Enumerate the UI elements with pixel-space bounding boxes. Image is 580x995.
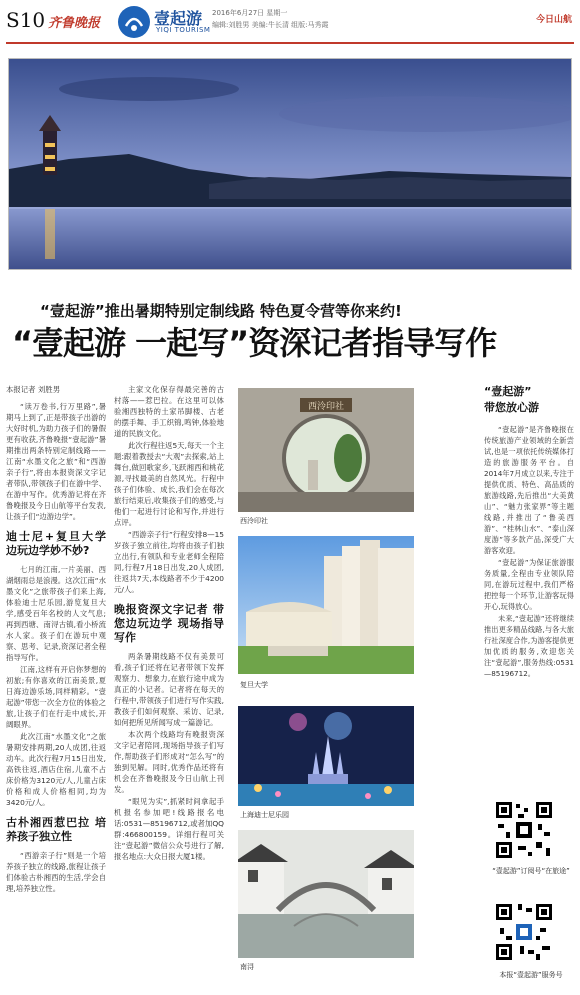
paragraph: 两条暑期线路不仅有美景可看,孩子们还将在记者带领下发挥观察力、想象力,在旅行途中成为真正的小记者。记者将在每天的行程中,带领孩子们进行写作实践,教孩子们如何观察、采访、记录,如何把所见所闻写成一篇游记。 xyxy=(114,652,224,727)
photo-nanxun-town xyxy=(238,830,414,958)
paragraph: “读万卷书,行万里路”,暑期马上到了,正是带孩子出游的大好时机,为助力孩子们的暑假更有收获,齐鲁晚报“壹起游”暑期推出两条特别定制线路——江南“水墨文化之旅”和“西游亲子行”,将由本报资深文字记者带队,带领孩子们在游中学、在游中写作。优秀游记将在齐鲁晚报及今日山航等平台发表,让孩子们“边游边学”。 xyxy=(6,402,106,521)
header-divider xyxy=(6,42,574,44)
article-column-2 xyxy=(114,384,224,990)
logo-subtitle: YIQI TOURISM xyxy=(156,26,211,34)
paragraph: “西游亲子行”行程安排8—15岁孩子独立前往,均将由孩子们独立出行,有领队和专业老师全程陪同,行程7月18日出发,20人成团,往返共7天,本线路者不少于4200元/人。 xyxy=(114,530,224,594)
photo-shanghai-disneyland xyxy=(238,706,414,806)
photo-xiling-seal-society xyxy=(238,388,414,512)
sidebar-yiqiyou-intro xyxy=(484,384,574,792)
issue-date: 2016年6月27日 星期一 xyxy=(212,9,288,17)
sidebar-title-line1: “壹起游” xyxy=(484,385,532,398)
paragraph: 七月的江南,一片美丽、西湖烟雨总是浪漫。这次江南“水墨文化”之旅带孩子们来上海,体验迪士尼乐园,游览复旦大学,感受百年名校的人文气息;再到西塘、南浔古镇,看小桥流水人家。孩子们在游玩中观察、思考、记录,资深记者全程指导写作。 xyxy=(6,565,106,662)
qr-caption: 本报“壹起游”服务号 xyxy=(499,971,563,979)
paragraph: 此次江南“水墨文化”之旅暑期安排两期,20人成团,往返动车。此次行程7月15日出发,高铁往返,酒店住宿,儿童不占床价格为3120元/人,儿童占床价格和成人价格相同,均为3420元/人。 xyxy=(6,732,106,807)
section-heading: 迪士尼+复旦大学 边玩边学妙不妙? xyxy=(6,530,106,557)
page-header xyxy=(0,0,580,44)
qr-code-service[interactable] xyxy=(494,902,554,962)
photo-caption: 上海迪士尼乐园 xyxy=(240,811,289,819)
editor-credits: 编辑:刘胜男 美编:牛长清 组版:马秀霞 xyxy=(212,21,329,29)
photo-caption: 西泠印社 xyxy=(240,517,268,525)
paragraph: “壹起游”为保证旅游服务质量,全程由专业领队陪同,在游玩过程中,我们严格把控每一个环节,让游客玩得开心,玩得放心。 xyxy=(484,558,574,611)
section-heading: 晚报资深文字记者 带您边玩边学 现场指导写作 xyxy=(114,603,224,644)
paragraph: 未来,“壹起游”还将继续推出更多精品线路,与各大旅行社深度合作,为游客提供更加优质的服务,欢迎您关注“壹起游”,服务热线:0531—85196712。 xyxy=(484,614,574,678)
photo-caption: 复旦大学 xyxy=(240,681,268,689)
section-heading: 古朴湘西惹巴拉 培养孩子独立性 xyxy=(6,816,106,843)
logo-icon xyxy=(118,6,150,38)
edition-label: 今日山航 xyxy=(535,15,572,25)
paragraph: 本次两个线路均有晚报资深文字记者陪同,现场指导孩子们写作,帮助孩子们形成对“怎么写”的独到见解。同时,优秀作品还将有机会在齐鲁晚报及今日山航上刊发。 xyxy=(114,730,224,794)
sidebar-title-line2: 带您放心游 xyxy=(484,401,539,414)
paragraph: “西游亲子行”则是一个培养孩子独立的线路,旅程让孩子们体验古朴湘西的生活,学会自理,培养独立性。 xyxy=(6,851,106,893)
qr-caption: “壹起游”订阅号“在旅途” xyxy=(492,867,570,875)
paragraph: 此次行程往返5天,每天一个主题:跟着教授去“大观”去探索,站上舞台,做回歌家乡,飞跃湘西和桃花源,寻找最美的自然风光。行程中孩子们体验、成长,我们会在每次旅行结束后,收集孩子们的感受,与他们一起进行讨论和写作,并进行点评。 xyxy=(114,441,224,527)
paper-name: 齐鲁晚报 xyxy=(48,16,101,31)
page-number: S10 xyxy=(6,8,46,32)
headline-subtitle: “壹起游”推出暑期特别定制线路 特色夏令营等你来约! xyxy=(40,302,402,320)
photo-caption: 南浔 xyxy=(240,963,254,971)
byline: 本报记者 刘胜男 xyxy=(6,385,61,394)
paragraph: “壹起游”是齐鲁晚报在传统旅游产业领域的全新尝试,也是一项依托传统媒体打造的旅游服务平台。自2014年7月成立以来,专注于提供优质、特色、高品质的旅游线路,先后推出“大美黄山”、“魅力张家界”等主题线路,并推出了“鲁美西游”、“桂林山水”、“泰山深度游”等多款产品,深受广大游客欢迎。 xyxy=(484,425,574,555)
paragraph: 江南,这样有开启你梦想的初旅;有你喜欢的江南美景,夏日海边游乐场,同样精彩。“壹起游”带您一次全方位的体验之旅,让孩子们在行走中成长,开阔眼界。 xyxy=(6,665,106,729)
article-column-1 xyxy=(6,384,106,990)
gate-sign-text: 西泠印社 xyxy=(307,402,345,412)
logo-text: 壹起游 xyxy=(154,9,203,28)
qr-code-subscription[interactable] xyxy=(494,800,554,860)
photo-fudan-university xyxy=(238,536,414,674)
paragraph: “眼见为实”,抓紧时间拿起手机报名参加吧!线路报名电话:0531—85196712,或者加QQ群:466800159。详细行程可关注“壹起游”微信公众号进行了解,报名地点:大众日报大厦1楼。 xyxy=(114,797,224,861)
headline-title: “壹起游 一起写”资深记者指导写作 xyxy=(12,324,497,362)
hero-photo-west-lake xyxy=(8,58,572,270)
paragraph: 主家文化保存得最完善的古村落——惹巴拉。在这里可以体验湘西独特的土家吊脚楼、古老的摆手舞、手工织锦,鸣钟,体验地道的民族文化。 xyxy=(114,385,224,438)
